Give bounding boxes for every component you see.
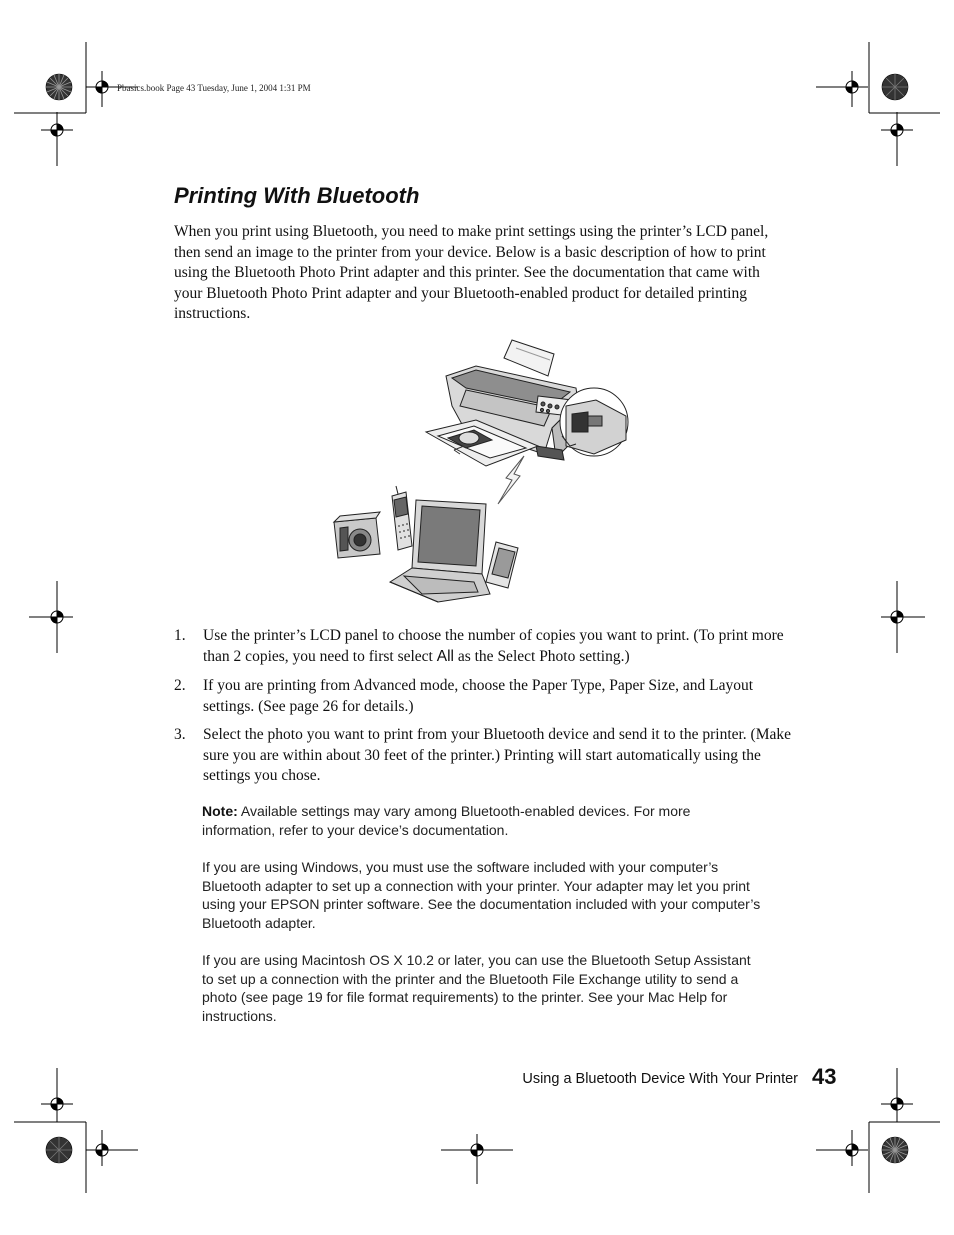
intro-paragraph: When you print using Bluetooth, you need to make print settings using the printer’s LCD panel, then send an image to the printer from your device. Below is a basic description of how to print using the Bluetooth Photo Print adapter and this printer. See the documentation that came with your Bluetooth Photo Print adapter and your Bluetooth-enabled product for detailed printing instructions.: [174, 223, 769, 322]
note-windows-paragraph: If you are using Windows, you must use the software included with your computer’s Bluetooth adapter to set up a connection with your printer. Your adapter may let you print using your EPSON printer software. See the documentation included with your computer’s Bluetooth adapter.: [202, 859, 761, 931]
list-item: [174, 626, 792, 667]
step-text: as the Select Photo setting.): [453, 647, 630, 665]
note-label: Note:: [202, 803, 238, 819]
running-footer: Using a Bluetooth Device With Your Printer: [522, 1071, 798, 1087]
note-text: Available settings may vary among Bluetooth-enabled devices. For more information, refer to your device’s documentation.: [202, 803, 691, 838]
list-item: [174, 676, 792, 717]
step-text: Select the photo you want to print from your Bluetooth device and send it to the printer. (Make sure you are within about 30 feet of the printer.) Printing will start automatically using the settings you chose.: [203, 726, 792, 784]
step-number: 1.: [174, 627, 186, 644]
bluetooth-adapter-icon: [560, 388, 628, 456]
step-text: Use the printer’s LCD panel to choose the number of copies you want to print. (To print more than 2 copies, you need to first select: [203, 627, 784, 665]
step-number: 2.: [174, 677, 186, 694]
pda-icon: [486, 542, 518, 588]
setting-keyword: All: [436, 647, 454, 665]
bluetooth-printing-illustration: [326, 336, 632, 606]
camera-icon: [334, 512, 380, 558]
mobile-phone-icon: [392, 486, 412, 550]
book-slug: Pbasics.book Page 43 Tuesday, June 1, 2004 1:31 PM: [117, 83, 311, 93]
step-text: If you are printing from Advanced mode, choose the Paper Type, Paper Size, and Layout settings. (See page 26 for details.): [203, 677, 754, 715]
page-number: 43: [812, 1064, 837, 1089]
step-number: 3.: [174, 726, 186, 743]
page-title: Printing With Bluetooth: [174, 183, 420, 208]
wireless-signal-icon: [498, 456, 524, 504]
note-macintosh-paragraph: If you are using Macintosh OS X 10.2 or later, you can use the Bluetooth Setup Assistant to set up a connection with the printer and the Bluetooth File Exchange utility to send a photo (see page 19 for file format requirements) to the printer. See your Mac Help for instructions.: [202, 952, 751, 1024]
printer-icon: [426, 340, 578, 466]
note-paragraph: [202, 802, 762, 839]
list-item: [174, 725, 792, 787]
